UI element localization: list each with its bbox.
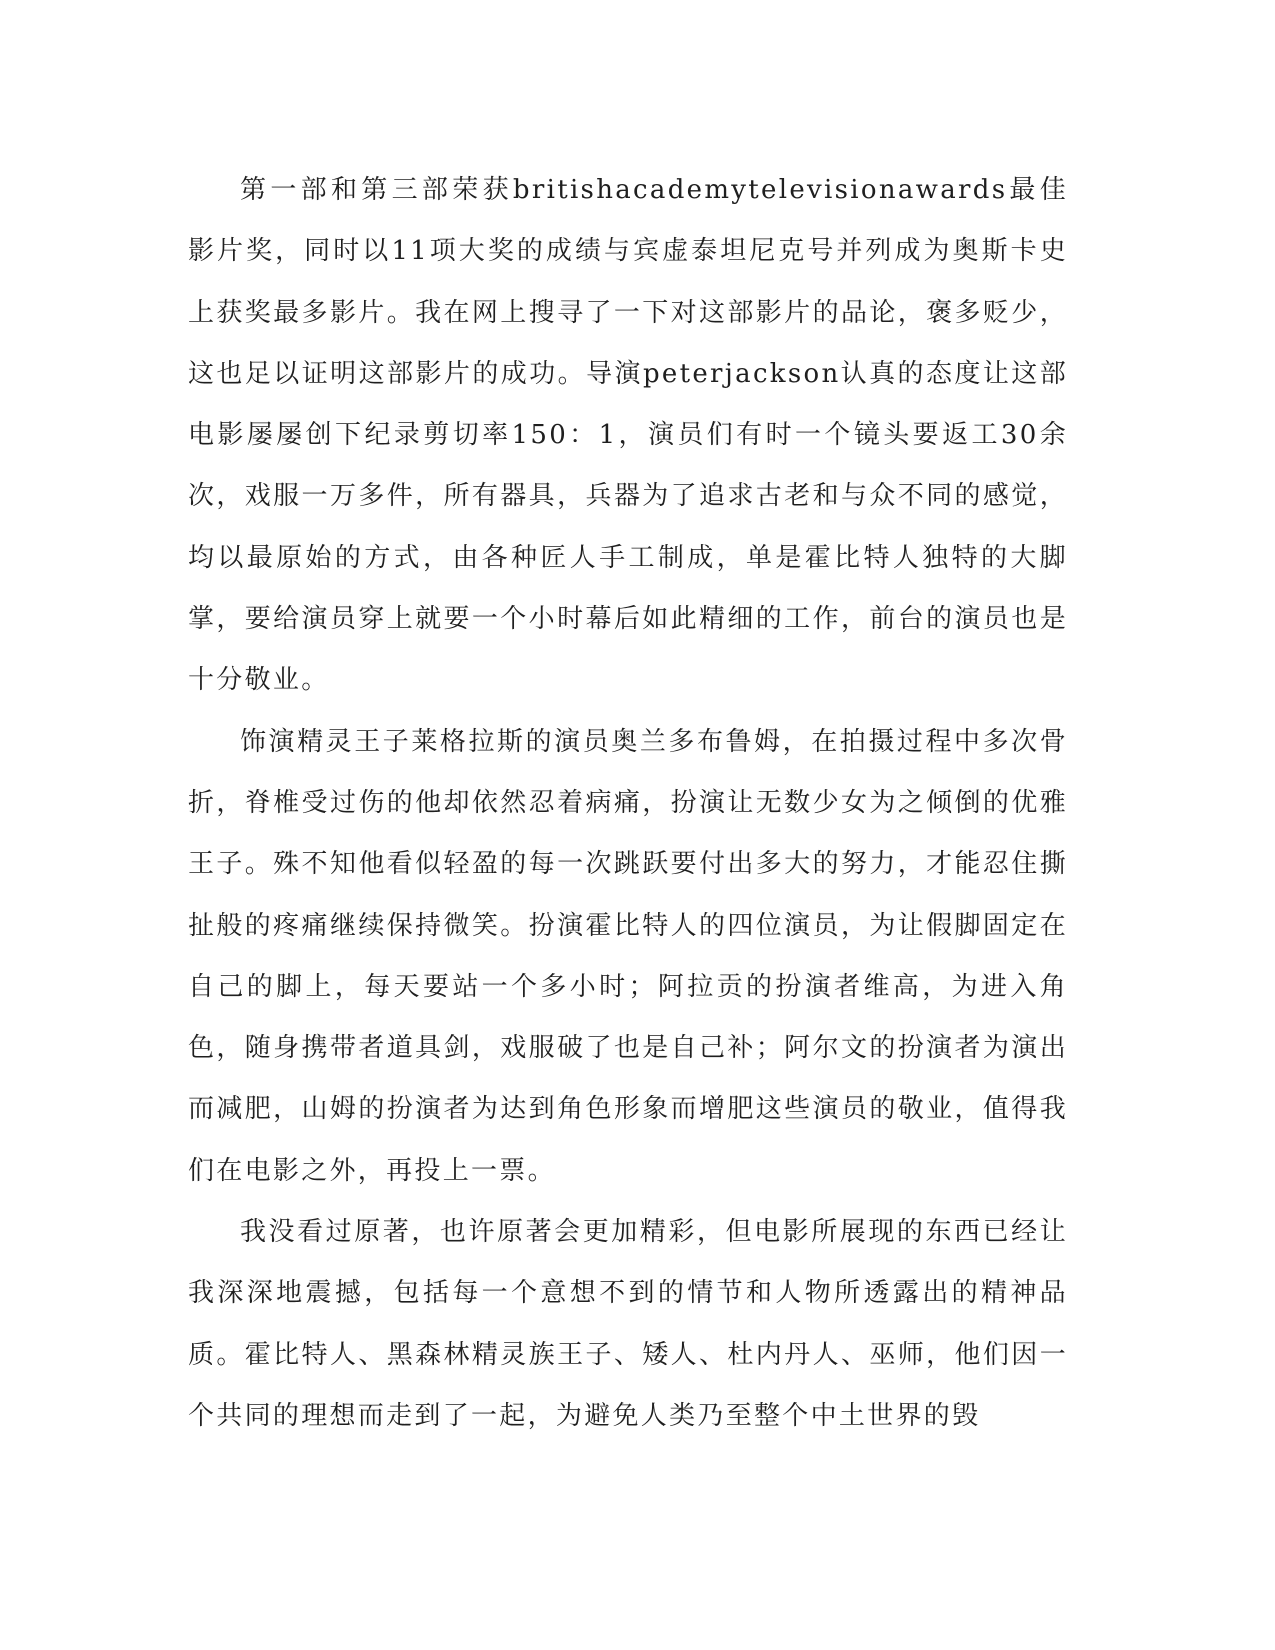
paragraph-2: 饰演精灵王子莱格拉斯的演员奥兰多布鲁姆，在拍摄过程中多次骨折，脊椎受过伤的他却依然忍着病痛，扮演让无数少女为之倾倒的优雅王子。殊不知他看似轻盈的每一次跳跃要付出多大的努力，才能忍住撕扯般的疼痛继续保持微笑。扮演霍比特人的四位演员，为让假脚固定在自己的脚上，每天要站一个多小时；阿拉贡的扮演者维高，为进入角色，随身携带者道具剑，戏服破了也是自己补；阿尔文的扮演者为演出而减肥，山姆的扮演者为达到角色形象而增肥这些演员的敬业，值得我们在电影之外，再投上一票。 (188, 726, 1068, 1186)
paragraph-1: 第一部和第三部荣获britishacademytelevisionawards最佳影片奖，同时以11项大奖的成绩与宾虚泰坦尼克号并列成为奥斯卡史上获奖最多影片。我在网上搜寻了一下对这部影片的品论，褒多贬少，这也足以证明这部影片的成功。导演peterjackson认真的态度让这部电影屡屡创下纪录剪切率150：1，演员们有时一个镜头要返工30余次，戏服一万多件，所有器具，兵器为了追求古老和与众不同的感觉，均以最原始的方式，由各种匠人手工制成，单是霍比特人独特的大脚掌，要给演员穿上就要一个小时幕后如此精细的工作，前台的演员也是十分敬业。 (188, 175, 1068, 696)
document-body (188, 160, 1068, 1447)
paragraph-3: 我没看过原著，也许原著会更加精彩，但电影所展现的东西已经让我深深地震撼，包括每一个意想不到的情节和人物所透露出的精神品质。霍比特人、黑森林精灵族王子、矮人、杜内丹人、巫师，他们因一个共同的理想而走到了一起，为避免人类乃至整个中土世界的毁 (188, 1217, 1068, 1431)
